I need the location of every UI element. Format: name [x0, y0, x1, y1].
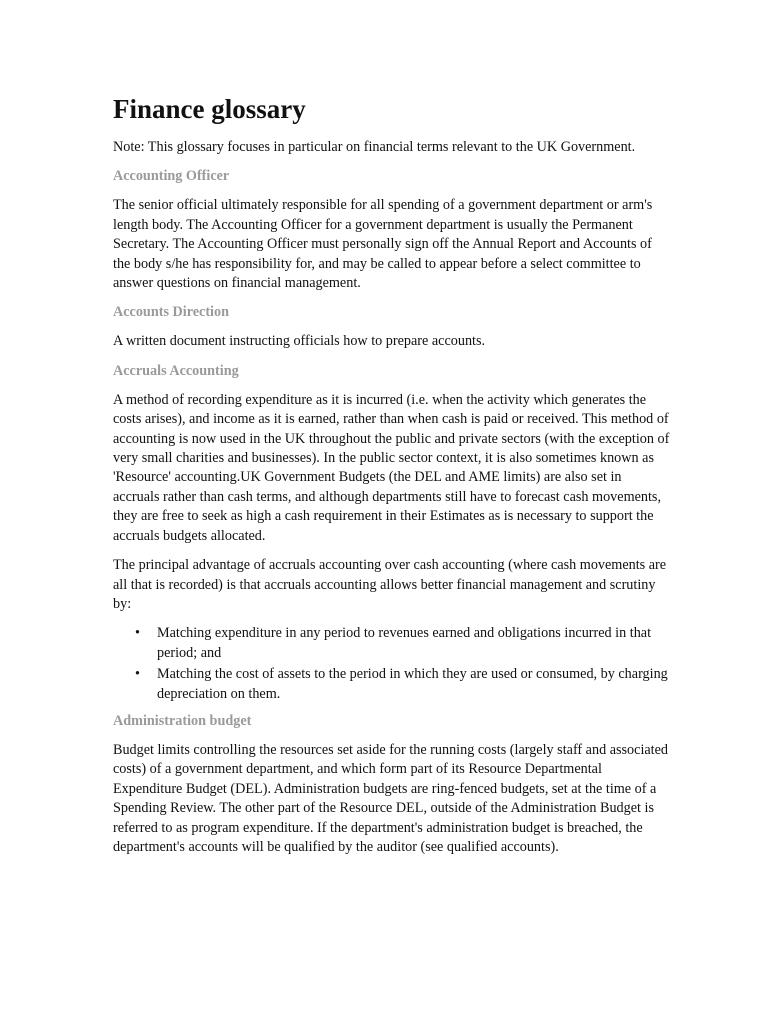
list-item-text: Matching the cost of assets to the period in which they are used or consumed, by charging depreciation on them.: [157, 666, 668, 702]
term-heading: Administration budget: [113, 712, 252, 729]
page-title: Finance glossary: [113, 94, 306, 124]
term-heading: Accounting Officer: [113, 168, 230, 185]
glossary-entry-accruals-accounting: [113, 362, 671, 704]
advantages-list: [113, 624, 671, 704]
glossary-entry-administration-budget: [113, 712, 671, 857]
glossary-note: Note: This glossary focuses in particular on financial terms relevant to the UK Government.: [113, 139, 636, 155]
term-definition: The senior official ultimately responsible for all spending of a government department or arm's length body. The Accounting Officer for a government department is usually the Permanent Secretary. The Accounting Officer must personally sign off the Annual Report and Accounts of the body s/he has responsibility for, and may be called to appear before a select committee to answer questions on financial management.: [113, 197, 653, 292]
document-page: [113, 92, 671, 867]
bullet-icon: •: [135, 666, 140, 683]
term-definition: Budget limits controlling the resources set aside for the running costs (largely staff and associated costs) of a government department, and which form part of its Resource Departmental Expenditure Budget (DEL). Administration budgets are ring-fenced budgets, set at the time of a Spending Review. The other part of the Resource DEL, outside of the Administration Budget is referred to as program expenditure. If the department's administration budget is breached, the department's accounts will be qualified by the auditor (see qualified accounts).: [113, 741, 669, 855]
glossary-entry-accounts-direction: [113, 303, 671, 351]
term-definition: The principal advantage of accruals accounting over cash accounting (where cash movements are all that is recorded) is that accruals accounting allows better financial management and scrutiny by:: [113, 557, 667, 612]
glossary-entry-accounting-officer: [113, 167, 671, 293]
term-heading: Accounts Direction: [113, 304, 229, 321]
bullet-icon: •: [135, 625, 140, 642]
term-heading: Accruals Accounting: [113, 362, 239, 379]
term-definition: A method of recording expenditure as it is incurred (i.e. when the activity which generates the costs arises), and income as it is earned, rather than when cash is paid or received. This method of accounting is now used in the UK throughout the public and private sectors (with the exception of very small charities and businesses). In the public sector context, it is also sometimes known as 'Resource' accounting.UK Government Budgets (the DEL and AME limits) are also set in accruals rather than cash terms, and although departments still have to forecast cash movements, they are free to seek as high a cash requirement in their Estimates as is necessary to support the accruals budgets allocated.: [113, 391, 670, 544]
list-item: [135, 665, 671, 704]
list-item: [135, 624, 671, 663]
term-definition: A written document instructing officials how to prepare accounts.: [113, 333, 486, 350]
list-item-text: Matching expenditure in any period to revenues earned and obligations incurred in that period; and: [157, 625, 652, 661]
